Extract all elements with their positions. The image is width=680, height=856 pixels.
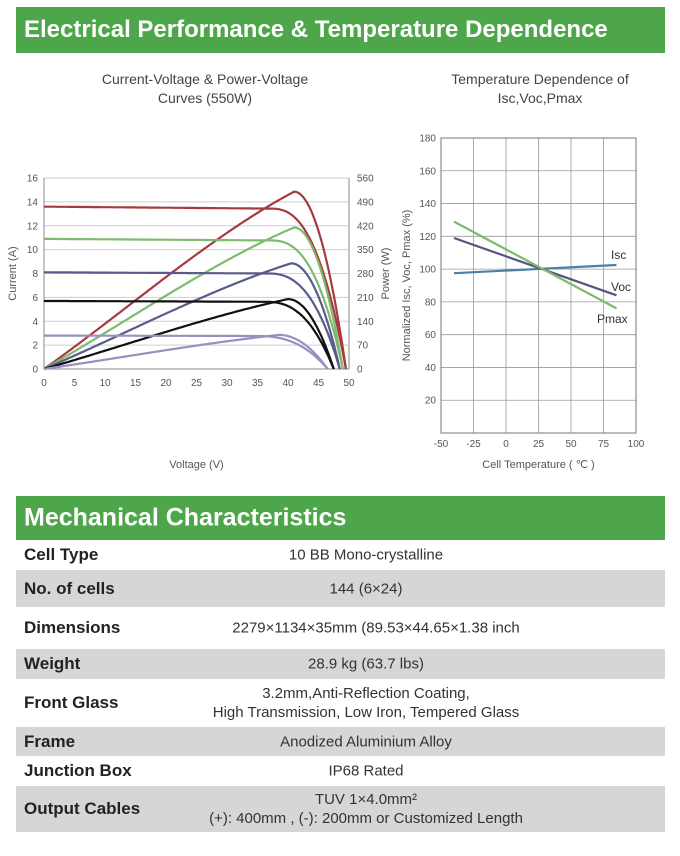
y2-tick-label: 350 xyxy=(357,245,374,257)
y-tick-label: 160 xyxy=(419,166,436,178)
y-tick-label: 6 xyxy=(32,292,38,304)
row-label: Junction Box xyxy=(24,761,132,780)
iv-chart-title-line2: Curves (550W) xyxy=(157,90,253,106)
x-tick-label: 50 xyxy=(343,378,355,389)
row-value: IP68 Rated xyxy=(328,762,404,780)
row-value: Anodized Aluminium Alloy xyxy=(280,733,452,750)
y-tick-label: 0 xyxy=(32,364,38,376)
x-tick-label: 75 xyxy=(597,439,610,450)
y2-tick-label: 490 xyxy=(357,197,374,209)
x-tick-label: 5 xyxy=(71,378,78,389)
y2-tick-label: 560 xyxy=(357,173,374,185)
x-tick-label: 40 xyxy=(282,378,294,389)
y2-tick-label: 140 xyxy=(357,316,374,328)
x-tick-label: 35 xyxy=(251,378,264,389)
row-value: 28.9 kg (63.7 lbs) xyxy=(308,655,424,673)
y-tick-label: 40 xyxy=(424,362,436,374)
table-row xyxy=(16,607,665,649)
y-tick-label: 10 xyxy=(26,245,38,257)
x-axis-label: Cell Temperature ( ℃ ) xyxy=(482,459,595,471)
y-tick-label: 2 xyxy=(32,340,38,352)
y-tick-label: 14 xyxy=(26,197,38,209)
pv-curve xyxy=(44,228,343,370)
row-value: 10 BB Mono-crystalline xyxy=(288,546,444,564)
table-row xyxy=(16,649,665,679)
iv-curve xyxy=(44,272,340,369)
y-axis-label: Normalized Isc, Voc, Pmax (%) xyxy=(401,209,413,362)
x-tick-label: 25 xyxy=(190,378,203,389)
y-tick-label: 20 xyxy=(424,395,436,407)
row-label: No. of cells xyxy=(24,578,115,598)
x-axis-label: Voltage (V) xyxy=(169,459,224,471)
y2-tick-label: 210 xyxy=(357,292,374,304)
series-label: Isc xyxy=(611,248,627,262)
y2-tick-label: 420 xyxy=(357,221,374,233)
y2-tick-label: 0 xyxy=(357,364,363,376)
table-row xyxy=(16,540,665,570)
x-tick-label: 0 xyxy=(503,439,509,450)
y-tick-label: 180 xyxy=(419,133,436,145)
row-label: Dimensions xyxy=(24,618,121,637)
x-tick-label: 100 xyxy=(627,439,645,450)
section-title: Electrical Performance & Temperature Dependence xyxy=(24,16,608,43)
y-tick-label: 80 xyxy=(424,297,436,309)
table-row xyxy=(16,786,665,832)
temp-chart-title-line1: Temperature Dependence of xyxy=(451,71,629,87)
row-label: Output Cables xyxy=(24,799,141,818)
x-tick-label: 30 xyxy=(221,378,233,389)
table-row xyxy=(16,727,665,756)
x-tick-label: -50 xyxy=(433,439,449,450)
row-label: Weight xyxy=(24,654,81,673)
iv-chart-title-line1: Current-Voltage & Power-Voltage xyxy=(101,71,309,87)
x-tick-label: -25 xyxy=(466,439,481,450)
series-label: Pmax xyxy=(597,312,628,326)
x-tick-label: 25 xyxy=(532,439,545,450)
section-title: Mechanical Characteristics xyxy=(24,503,347,532)
row-value: 144 (6×24) xyxy=(329,580,403,597)
x-tick-label: 20 xyxy=(160,378,172,389)
row-value: 2279×1134×35mm (89.53×44.65×1.38 inch xyxy=(232,619,520,637)
y2-axis-label: Power (W) xyxy=(380,247,392,300)
x-tick-label: 50 xyxy=(565,439,577,450)
x-tick-label: 10 xyxy=(99,378,111,389)
table-row xyxy=(16,679,665,727)
row-label: Frame xyxy=(24,731,76,751)
temp-chart-title-line2: Isc,Voc,Pmax xyxy=(497,90,583,106)
row-label: Cell Type xyxy=(24,545,99,564)
x-tick-label: 0 xyxy=(41,378,47,389)
series-line xyxy=(454,222,617,309)
y-tick-label: 12 xyxy=(26,221,38,233)
pv-curve xyxy=(44,299,334,369)
series-label: Voc xyxy=(611,280,632,294)
x-tick-label: 45 xyxy=(312,378,325,389)
row-value: TUV 1×4.0mm² (+): 400mm , (-): 200mm or Customized Length xyxy=(209,791,523,827)
y-tick-label: 140 xyxy=(419,199,436,211)
table-row xyxy=(16,756,665,786)
y-tick-label: 100 xyxy=(419,264,436,276)
y-tick-label: 120 xyxy=(419,231,436,243)
x-tick-label: 15 xyxy=(129,378,142,389)
y-axis-label: Current (A) xyxy=(7,246,19,301)
section-header-mechanical xyxy=(16,496,665,540)
row-value: 3.2mm,Anti-Reflection Coating, High Transmission, Low Iron, Tempered Glass xyxy=(212,685,520,721)
y-tick-label: 8 xyxy=(32,269,38,280)
iv-curve xyxy=(44,336,328,369)
y-tick-label: 60 xyxy=(424,330,436,342)
table-row xyxy=(16,570,665,607)
y2-tick-label: 70 xyxy=(357,340,369,352)
row-label: Front Glass xyxy=(24,693,119,712)
y2-tick-label: 280 xyxy=(357,269,374,280)
y-tick-label: 16 xyxy=(26,173,38,185)
y-tick-label: 4 xyxy=(32,316,38,328)
